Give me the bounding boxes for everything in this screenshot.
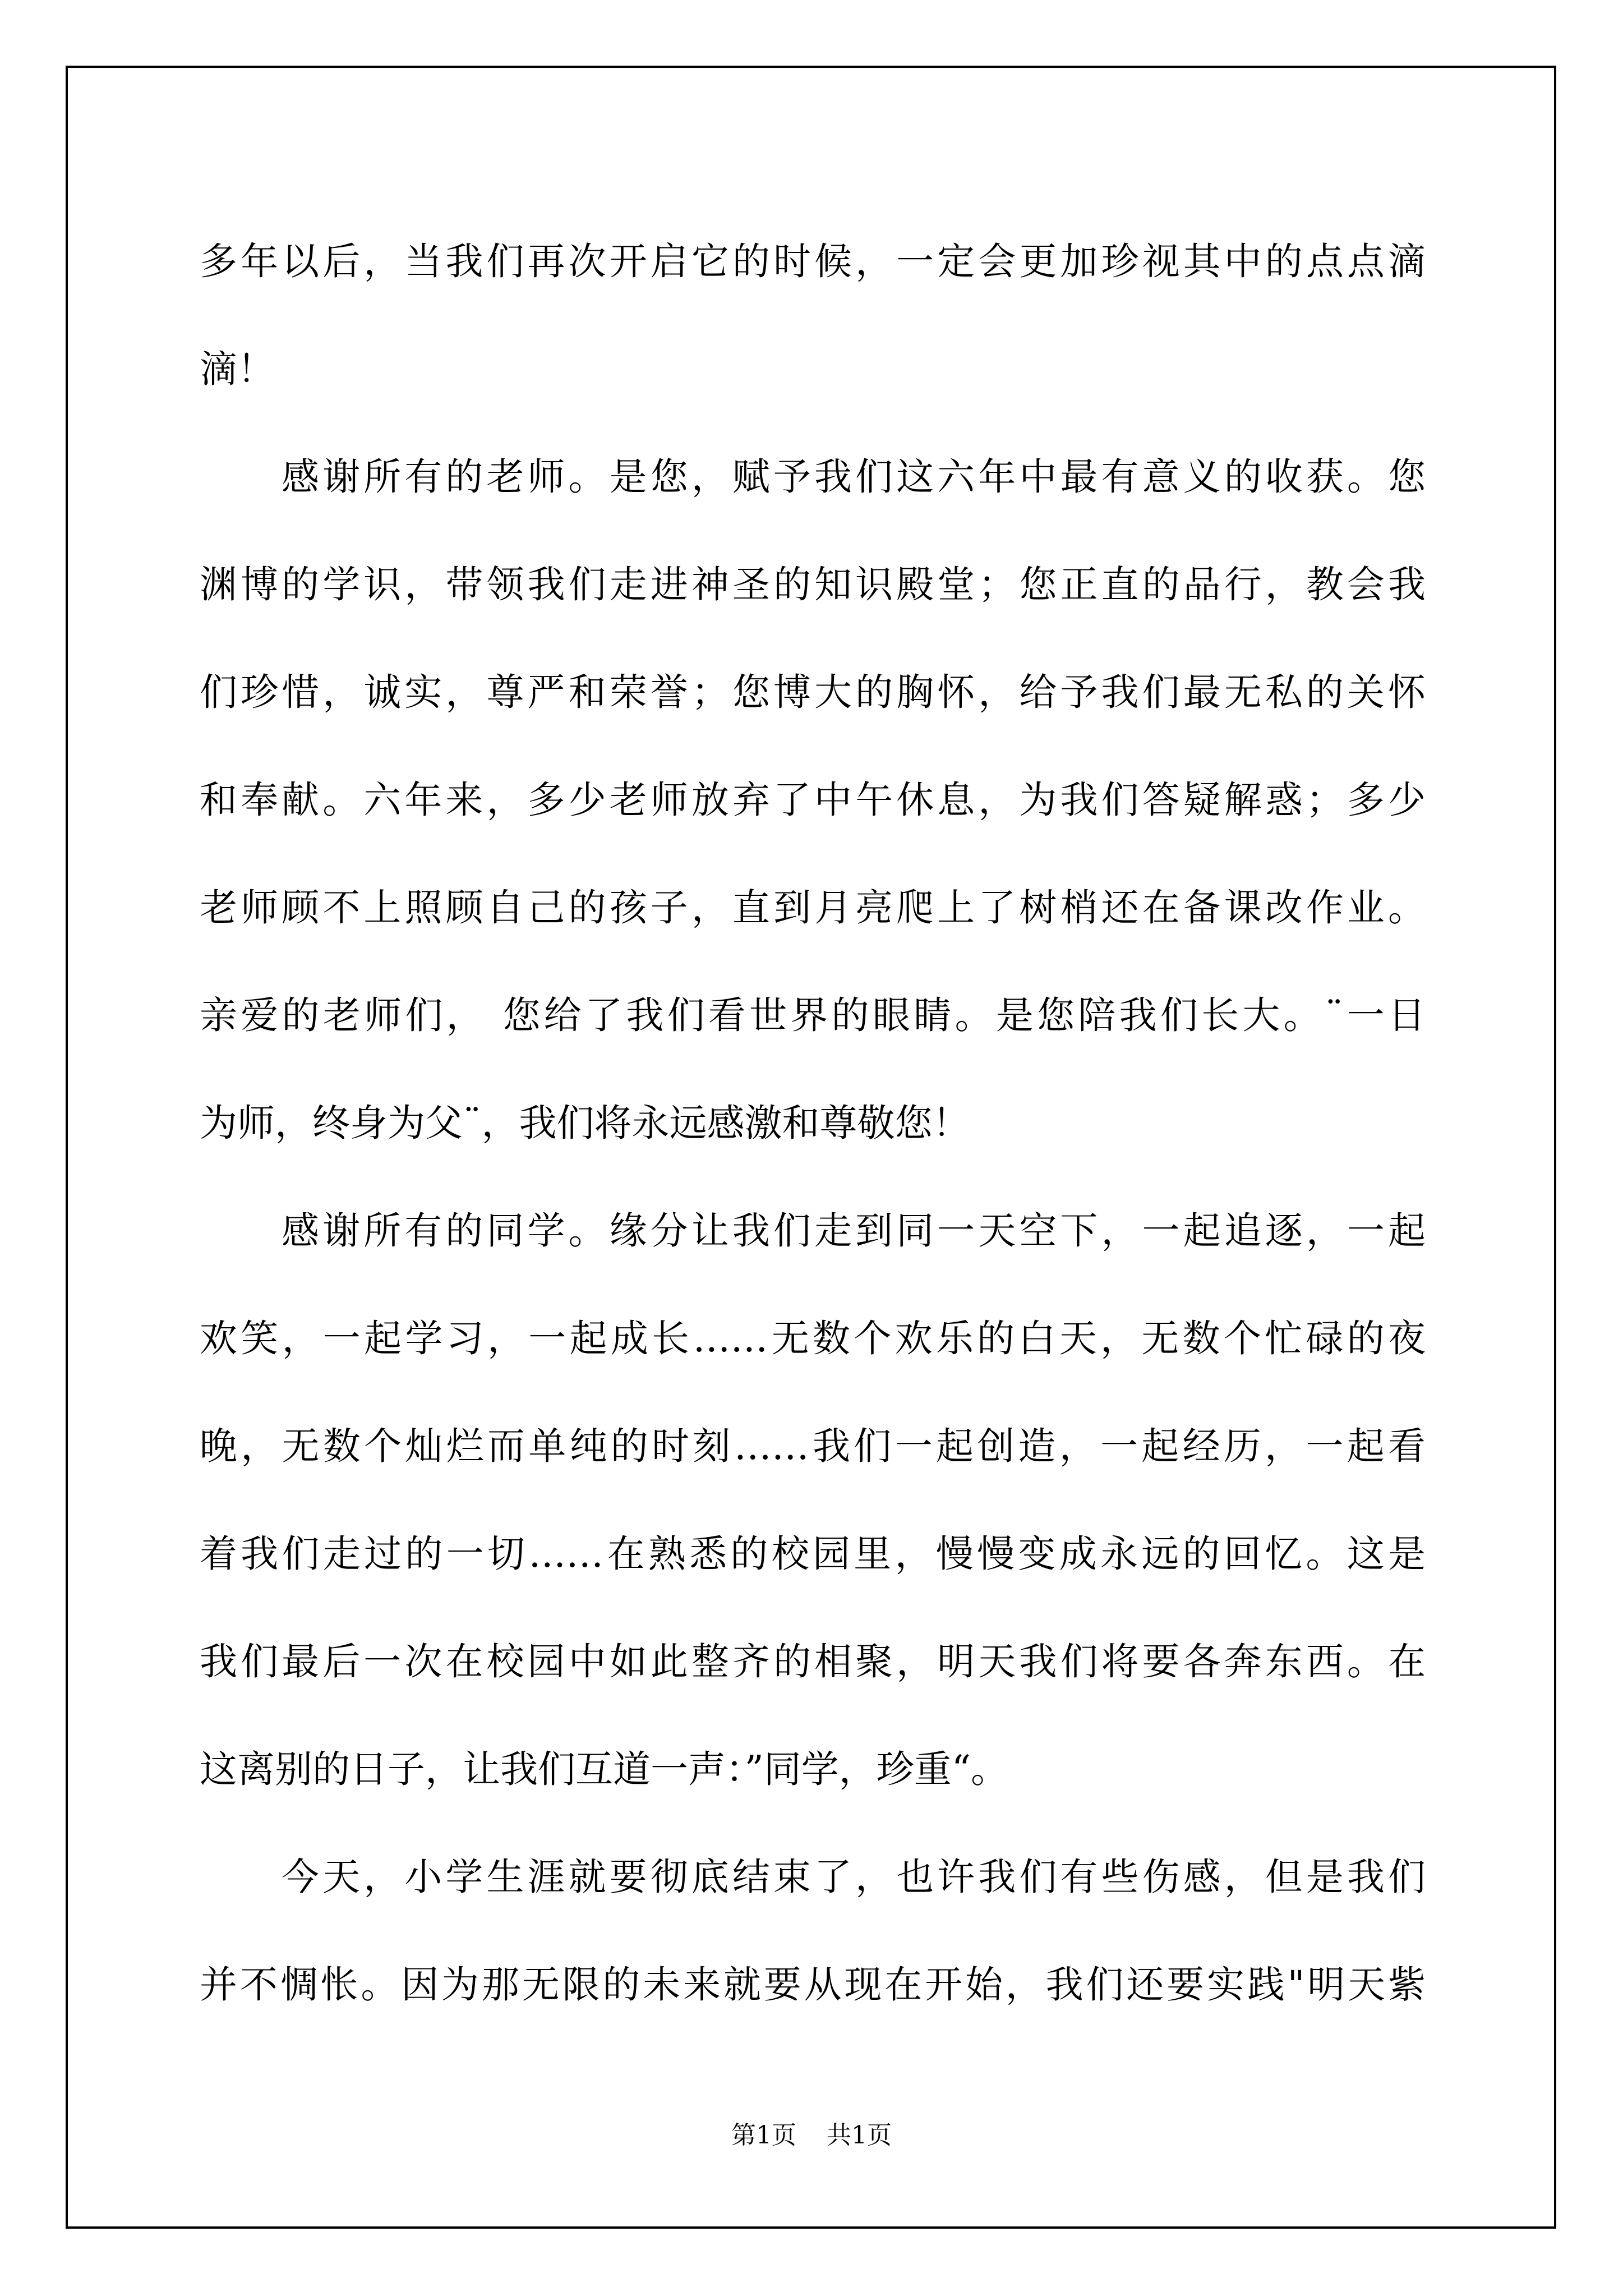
- paragraph-2-line-6: 亲爱的老师们， 您给了我们看世界的眼睛。是您陪我们长大。¨一日: [200, 993, 1426, 1037]
- paragraph-2-line-3: 们珍惜，诚实，尊严和荣誉；您博大的胸怀，给予我们最无私的关怀: [200, 670, 1426, 714]
- paragraph-1-line-1: 多年以后，当我们再次开启它的时候，一定会更加珍视其中的点点滴: [200, 240, 1426, 283]
- paragraph-2-line-7: 为师，终身为父¨，我们将永远感激和尊敬您！: [200, 1101, 970, 1145]
- paragraph-3-line-5: 我们最后一次在校园中如此整齐的相聚，明天我们将要各奔东西。在: [200, 1640, 1426, 1683]
- paragraph-4-line-1: 今天，小学生涯就要彻底结束了，也许我们有些伤感，但是我们: [282, 1855, 1426, 1899]
- paragraph-3-line-4: 着我们走过的一切……在熟悉的校园里，慢慢变成永远的回忆。这是: [200, 1532, 1426, 1576]
- paragraph-1-line-2: 滴！: [200, 347, 275, 391]
- paragraph-2-line-4: 和奉献。六年来，多少老师放弃了中午休息，为我们答疑解惑；多少: [200, 778, 1426, 822]
- paragraph-4-line-2: 并不惆怅。因为那无限的未来就要从现在开始，我们还要实践"明天紫: [200, 1963, 1426, 2007]
- paragraph-3-line-1: 感谢所有的同学。缘分让我们走到同一天空下，一起追逐，一起: [282, 1209, 1426, 1253]
- paragraph-3-line-6: 这离别的日子，让我们互道一声：”同学，珍重“。: [200, 1747, 1009, 1791]
- document-body: [200, 208, 1426, 2039]
- paragraph-2-line-5: 老师顾不上照顾自己的孩子，直到月亮爬上了树梢还在备课改作业。: [200, 886, 1426, 930]
- paragraph-3-line-2: 欢笑，一起学习，一起成长……无数个欢乐的白天，无数个忙碌的夜: [200, 1317, 1426, 1360]
- page-footer: [0, 2119, 1623, 2152]
- paragraph-2-line-1: 感谢所有的老师。是您，赋予我们这六年中最有意义的收获。您: [282, 455, 1426, 499]
- paragraph-3-line-3: 晚，无数个灿烂而单纯的时刻……我们一起创造，一起经历，一起看: [200, 1424, 1426, 1468]
- page-number: 第1页: [731, 2121, 796, 2150]
- paragraph-2-line-2: 渊博的学识，带领我们走进神圣的知识殿堂；您正直的品行，教会我: [200, 563, 1426, 606]
- page-total: 共1页: [827, 2121, 892, 2150]
